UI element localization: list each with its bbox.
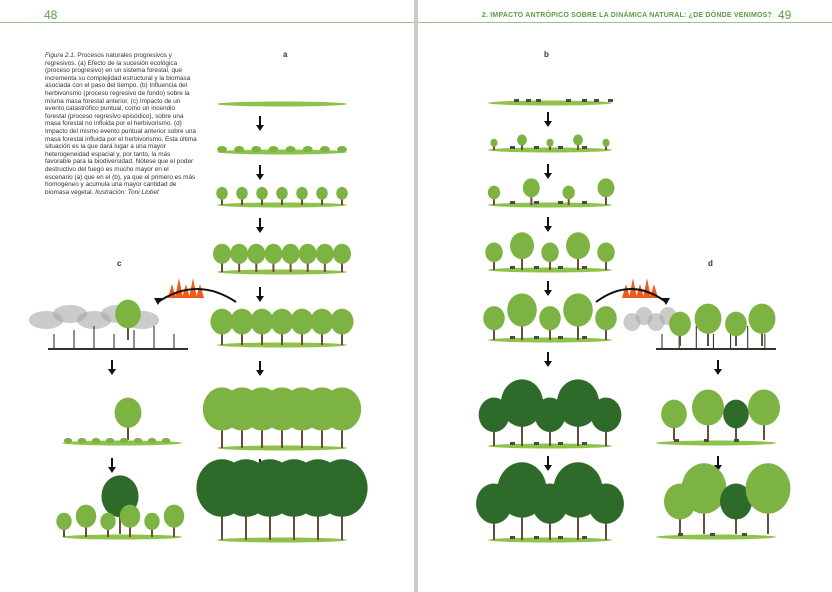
grass-strip	[217, 270, 347, 275]
down-arrow-head	[544, 361, 552, 367]
herbivore	[582, 442, 587, 445]
page-number: 49	[778, 8, 792, 22]
herbivore	[534, 201, 539, 204]
tree-canopy	[56, 513, 71, 530]
tree-canopy	[517, 134, 527, 145]
figure-number: Figura 2.1.	[45, 52, 76, 59]
herbivore	[558, 266, 563, 269]
burnt-ground	[48, 348, 188, 350]
tree-canopy	[588, 483, 624, 523]
tree-canopy	[563, 293, 593, 326]
shrub	[78, 438, 86, 443]
herbivore	[582, 336, 587, 339]
grass-strip	[217, 102, 347, 107]
tree-canopy	[270, 309, 293, 335]
herbivore	[566, 99, 571, 102]
tree-canopy	[230, 309, 253, 335]
shrub	[162, 438, 170, 443]
tree-canopy	[216, 187, 228, 200]
down-arrow-head	[256, 174, 264, 180]
tree-canopy	[539, 306, 561, 330]
herbivore	[582, 266, 587, 269]
tree-canopy	[247, 244, 265, 264]
tree-canopy	[507, 293, 537, 326]
fire-flame	[622, 284, 630, 298]
tree-canopy	[282, 244, 300, 264]
tree-canopy	[523, 178, 540, 197]
herbivore	[558, 336, 563, 339]
tree-canopy	[213, 244, 231, 264]
down-arrow-head	[108, 369, 116, 375]
down-arrow-head	[714, 369, 722, 375]
tree-canopy	[510, 232, 534, 259]
herbivore	[514, 99, 519, 102]
tree-canopy	[115, 300, 141, 329]
tree-canopy	[546, 139, 553, 147]
tree-canopy	[316, 244, 334, 264]
herbivore	[510, 442, 515, 445]
tree-canopy	[591, 398, 622, 433]
grass-strip	[656, 535, 776, 540]
herbivore	[608, 99, 613, 102]
tree-canopy	[602, 139, 609, 147]
down-arrow-head	[544, 226, 552, 232]
grass-strip	[62, 535, 182, 540]
tree-canopy	[115, 398, 142, 428]
herbivore	[594, 99, 599, 102]
tree-canopy	[120, 505, 140, 528]
tree-canopy	[276, 187, 288, 200]
tree-canopy	[483, 306, 505, 330]
page-number: 48	[44, 8, 58, 22]
shrub	[303, 146, 313, 152]
tree-canopy	[100, 513, 115, 530]
tree-canopy	[692, 390, 724, 426]
curved-arrow-head	[154, 298, 162, 305]
right-page	[418, 0, 832, 592]
down-arrow-head	[544, 465, 552, 471]
herbivore	[734, 439, 739, 442]
herbivore	[582, 201, 587, 204]
fire-flame	[643, 278, 651, 298]
shrub	[337, 146, 347, 152]
tree-canopy	[748, 390, 780, 426]
burnt-ground	[656, 348, 776, 350]
left-page	[0, 0, 414, 592]
panel-label-d: d	[708, 259, 713, 268]
tree-canopy	[144, 513, 159, 530]
tree-canopy	[725, 312, 747, 336]
tree-canopy	[490, 139, 497, 147]
herbivore	[582, 146, 587, 149]
tree-canopy	[597, 243, 614, 263]
tree-canopy	[485, 243, 502, 263]
tree-canopy	[598, 178, 615, 197]
shrub	[134, 438, 142, 443]
shrub	[106, 438, 114, 443]
tree-canopy	[296, 187, 308, 200]
tree-canopy	[573, 134, 583, 145]
panel-label-a: a	[283, 50, 288, 59]
shrub	[92, 438, 100, 443]
herbivore	[558, 536, 563, 539]
tree-canopy	[236, 187, 248, 200]
tree-canopy	[290, 309, 313, 335]
herbivore	[534, 442, 539, 445]
curved-arrow-head	[662, 298, 670, 305]
tree-canopy	[595, 306, 617, 330]
fire-flame	[196, 284, 204, 298]
caption-body: Procesos naturales progresivos y regresivos. (a) Efecto de la sucesión ecológica (proceso progresivo) en un sistema forestal, que incrementa su complejidad estructural y la biomasa asociada con el paso del tiempo. (b) Influencia del herbivorismo (proceso regresivo de fondo) sobre la misma masa forestal anterior. (c) Impacto de un evento catastrófico puntual, como un incendio forestal (proceso regresivo episódico), sobre una masa forestal no influida por el herbivorismo. (d) Impacto del mismo evento puntual anterior sobre una masa forestal influida por el herbivorismo. Esta última situación es la que dará lugar a una mayor heterogeneidad espacial y, por tanto, la más favorable para la biodiversidad. Nótese que el poder destructivo del fuego es mucho mayor en el escenario (a) que en el (b), ya que el primero es más homogéneo y acumula una mayor cantidad de biomasa vegetal.	[45, 52, 197, 196]
herbivore	[534, 536, 539, 539]
herbivore	[674, 439, 679, 442]
panel-label-c: c	[117, 259, 122, 268]
grass-strip	[217, 538, 347, 543]
tree-canopy	[316, 459, 367, 517]
illustration-left	[0, 0, 414, 592]
tree-canopy	[256, 187, 268, 200]
shrub	[64, 438, 72, 443]
tree-canopy	[230, 244, 248, 264]
herbivore	[526, 99, 531, 102]
herbivore	[558, 146, 563, 149]
tree-canopy	[299, 244, 317, 264]
herbivore	[534, 336, 539, 339]
fire-flame	[175, 278, 183, 298]
herbivore	[678, 533, 683, 536]
tree-canopy	[541, 243, 558, 263]
tree-canopy	[330, 309, 353, 335]
herbivore	[510, 146, 515, 149]
tree-canopy	[563, 186, 575, 200]
tree-canopy	[723, 400, 749, 429]
down-arrow-head	[256, 227, 264, 233]
shrub	[148, 438, 156, 443]
herbivore	[704, 439, 709, 442]
shrub	[269, 146, 279, 152]
tree-canopy	[333, 244, 351, 264]
illustration-right	[418, 0, 832, 592]
herbivore	[510, 266, 515, 269]
down-arrow-head	[108, 467, 116, 473]
shrub	[120, 438, 128, 443]
tree-canopy	[746, 463, 791, 513]
down-arrow-head	[544, 290, 552, 296]
herbivore	[558, 201, 563, 204]
grass-strip	[488, 101, 612, 106]
tree-canopy	[264, 244, 282, 264]
running-header: 2. IMPACTO ANTRÓPICO SOBRE LA DINÁMICA NATURAL: ¿DE DÓNDE VENIMOS?	[481, 12, 772, 19]
tree-canopy	[682, 463, 727, 513]
herbivore	[710, 533, 715, 536]
shrub	[320, 146, 330, 152]
down-arrow-head	[544, 121, 552, 127]
tree-canopy	[695, 304, 722, 334]
tree-canopy	[210, 309, 233, 335]
herbivore	[558, 442, 563, 445]
tree-canopy	[76, 505, 96, 528]
down-arrow-head	[256, 125, 264, 131]
herbivore	[534, 146, 539, 149]
tree-canopy	[250, 309, 273, 335]
down-arrow-head	[256, 296, 264, 302]
tree-canopy	[164, 505, 184, 528]
tree-canopy	[749, 304, 776, 334]
herbivore	[510, 201, 515, 204]
tree-canopy	[316, 187, 328, 200]
herbivore	[510, 536, 515, 539]
illustration-credit: Ilustración: Toni Llobet	[95, 188, 159, 196]
herbivore	[582, 536, 587, 539]
grass-strip	[488, 203, 612, 208]
shrub	[286, 146, 296, 152]
tree-canopy	[488, 186, 500, 200]
herbivore	[582, 99, 587, 102]
tree-canopy	[323, 387, 361, 430]
herbivore	[536, 99, 541, 102]
tree-canopy	[336, 187, 348, 200]
tree-canopy	[566, 232, 590, 259]
herbivore	[534, 266, 539, 269]
shrub	[251, 146, 261, 152]
tree-canopy	[669, 312, 691, 336]
herbivore	[510, 336, 515, 339]
tree-canopy	[310, 309, 333, 335]
down-arrow-head	[544, 173, 552, 179]
shrub	[234, 146, 244, 152]
down-arrow-head	[256, 370, 264, 376]
panel-label-b: b	[544, 50, 549, 59]
herbivore	[742, 533, 747, 536]
tree-canopy	[661, 400, 687, 429]
shrub	[217, 146, 227, 152]
